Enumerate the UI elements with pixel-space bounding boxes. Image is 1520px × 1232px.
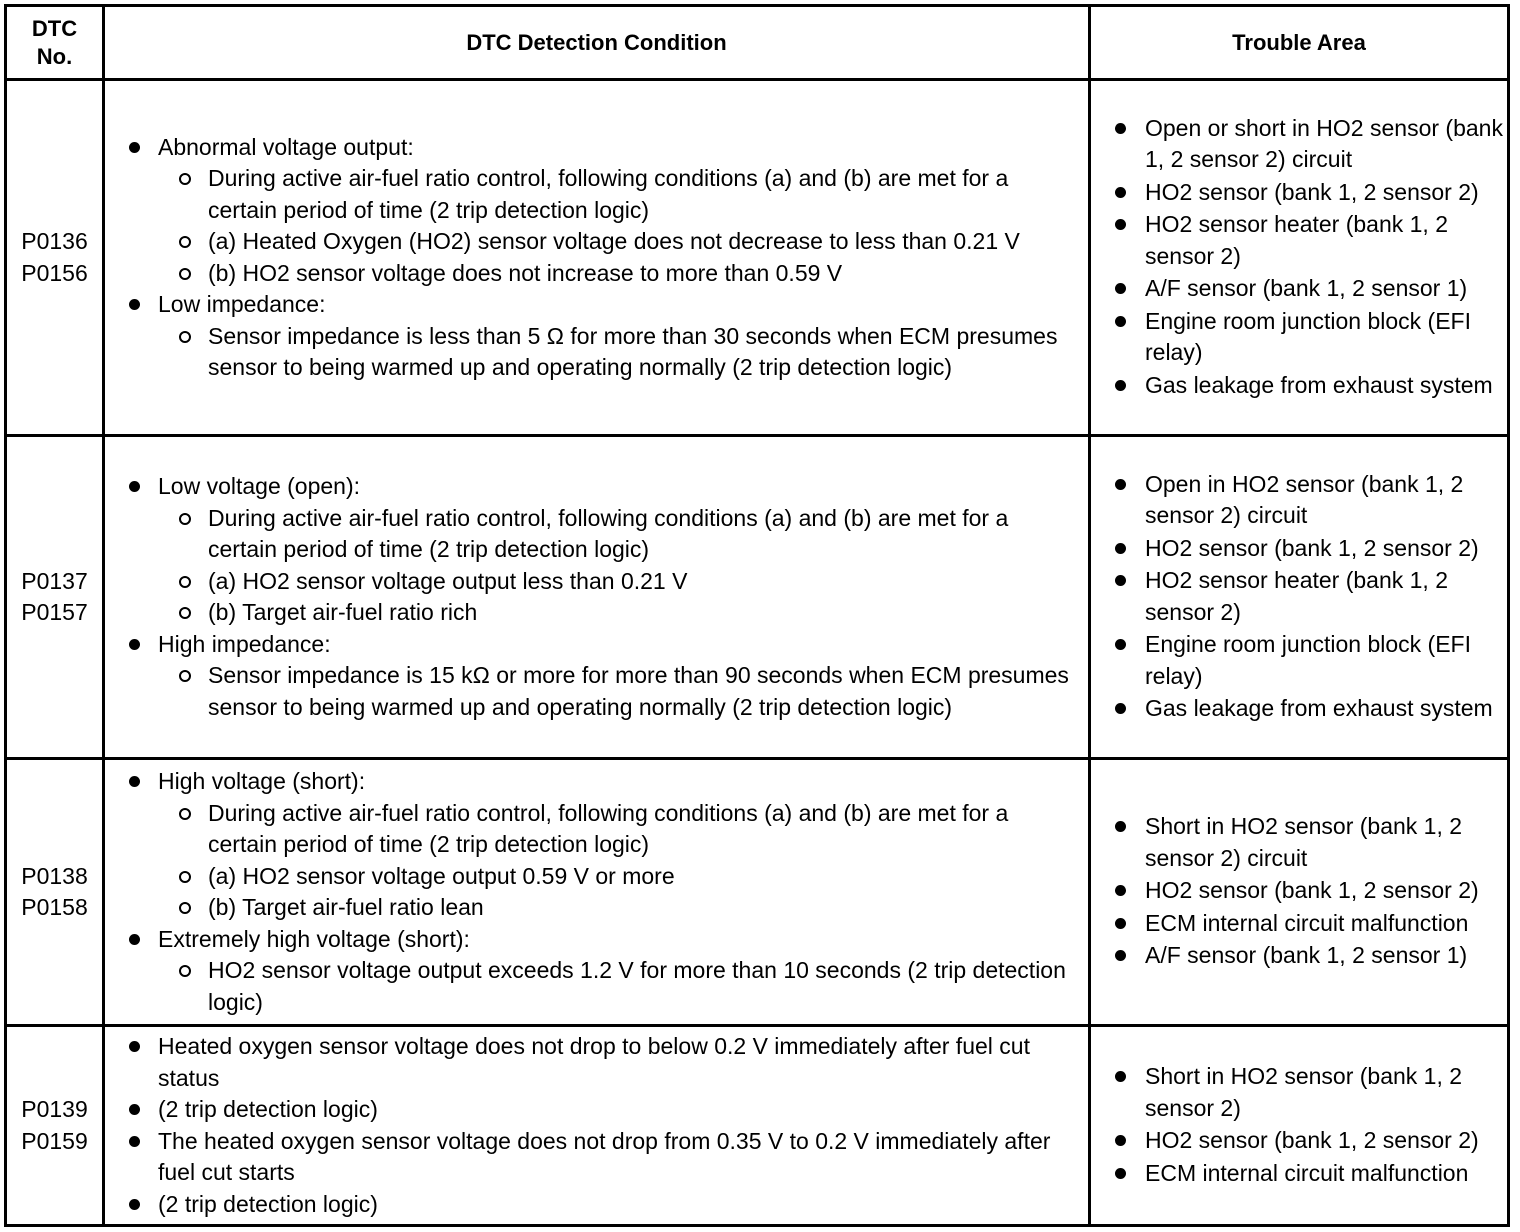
condition-list <box>105 132 1080 384</box>
condition-item: (2 trip detection logic) <box>105 1189 1080 1221</box>
condition-subitem: HO2 sensor voltage output exceeds 1.2 V for more than 10 seconds (2 trip detection logic) <box>105 955 1080 1018</box>
table-row <box>6 80 1509 436</box>
condition-subitem: During active air-fuel ratio control, following conditions (a) and (b) are met for a certain period of time (2 trip detection logic) <box>105 163 1080 226</box>
header-dtc-no: DTC No. <box>6 6 104 80</box>
trouble-item: HO2 sensor (bank 1, 2 sensor 2) <box>1091 1125 1507 1158</box>
condition-item: Low impedance: <box>105 289 1080 321</box>
dtc-code: P0138 <box>21 862 88 889</box>
dtc-code: P0137 <box>21 567 88 594</box>
condition-cell <box>104 436 1090 759</box>
condition-subitem: (b) Target air-fuel ratio rich <box>105 597 1080 629</box>
trouble-item: ECM internal circuit malfunction <box>1091 908 1507 941</box>
dtc-code: P0139 <box>21 1096 88 1122</box>
trouble-item: Engine room junction block (EFI relay) <box>1091 629 1507 693</box>
condition-item: Extremely high voltage (short): <box>105 924 1080 956</box>
condition-subitem: Sensor impedance is less than 5 Ω for more than 30 seconds when ECM presumes sensor to being warmed up and operating normally (2 trip detection logic) <box>105 321 1080 384</box>
condition-list <box>105 471 1080 723</box>
trouble-item: Short in HO2 sensor (bank 1, 2 sensor 2) <box>1091 1061 1507 1125</box>
header-condition: DTC Detection Condition <box>104 6 1090 80</box>
trouble-item: HO2 sensor heater (bank 1, 2 sensor 2) <box>1091 209 1507 273</box>
trouble-item: HO2 sensor (bank 1, 2 sensor 2) <box>1091 875 1507 908</box>
trouble-item: HO2 sensor heater (bank 1, 2 sensor 2) <box>1091 565 1507 629</box>
condition-list <box>105 1031 1080 1220</box>
dtc-code: P0159 <box>21 1127 88 1154</box>
dtc-cell <box>6 1026 104 1226</box>
trouble-item: Gas leakage from exhaust system <box>1091 693 1507 726</box>
table-row <box>6 759 1509 1026</box>
table-row <box>6 1026 1509 1226</box>
dtc-code: P0158 <box>21 894 88 920</box>
condition-subitem: (b) HO2 sensor voltage does not increase to more than 0.59 V <box>105 258 1080 290</box>
header-trouble: Trouble Area <box>1090 6 1509 80</box>
trouble-list <box>1091 811 1507 973</box>
dtc-cell <box>6 80 104 436</box>
condition-cell <box>104 1026 1090 1226</box>
trouble-item: Open or short in HO2 sensor (bank 1, 2 sensor 2) circuit <box>1091 113 1507 177</box>
trouble-cell <box>1090 436 1509 759</box>
trouble-list <box>1091 1061 1507 1190</box>
table-row <box>6 436 1509 759</box>
condition-list <box>105 766 1080 1018</box>
condition-item: Abnormal voltage output: <box>105 132 1080 164</box>
trouble-item: HO2 sensor (bank 1, 2 sensor 2) <box>1091 533 1507 566</box>
dtc-cell <box>6 436 104 759</box>
trouble-item: Short in HO2 sensor (bank 1, 2 sensor 2) circuit <box>1091 811 1507 875</box>
condition-cell <box>104 759 1090 1026</box>
trouble-item: A/F sensor (bank 1, 2 sensor 1) <box>1091 940 1507 973</box>
dtc-cell <box>6 759 104 1026</box>
condition-cell <box>104 80 1090 436</box>
trouble-item: ECM internal circuit malfunction <box>1091 1158 1507 1191</box>
trouble-item: Gas leakage from exhaust system <box>1091 370 1507 403</box>
condition-subitem: (a) HO2 sensor voltage output 0.59 V or more <box>105 861 1080 893</box>
trouble-item: A/F sensor (bank 1, 2 sensor 1) <box>1091 273 1507 306</box>
condition-item: Low voltage (open): <box>105 471 1080 503</box>
condition-subitem: (a) Heated Oxygen (HO2) sensor voltage does not decrease to less than 0.21 V <box>105 226 1080 258</box>
trouble-cell <box>1090 759 1509 1026</box>
condition-item: High impedance: <box>105 629 1080 661</box>
trouble-item: Open in HO2 sensor (bank 1, 2 sensor 2) circuit <box>1091 469 1507 533</box>
dtc-table <box>4 4 1510 1227</box>
dtc-code: P0157 <box>21 599 88 625</box>
trouble-item: HO2 sensor (bank 1, 2 sensor 2) <box>1091 177 1507 210</box>
trouble-list <box>1091 113 1507 403</box>
trouble-list <box>1091 469 1507 726</box>
condition-item: High voltage (short): <box>105 766 1080 798</box>
dtc-code: P0156 <box>21 259 88 286</box>
dtc-code: P0136 <box>21 228 88 254</box>
condition-item: The heated oxygen sensor voltage does not drop from 0.35 V to 0.2 V immediately after fuel cut starts <box>105 1126 1080 1189</box>
condition-item: (2 trip detection logic) <box>105 1094 1080 1126</box>
header-row <box>6 6 1509 80</box>
condition-subitem: (a) HO2 sensor voltage output less than 0.21 V <box>105 566 1080 598</box>
condition-subitem: (b) Target air-fuel ratio lean <box>105 892 1080 924</box>
condition-item: Heated oxygen sensor voltage does not drop to below 0.2 V immediately after fuel cut status <box>105 1031 1080 1094</box>
condition-subitem: During active air-fuel ratio control, following conditions (a) and (b) are met for a certain period of time (2 trip detection logic) <box>105 503 1080 566</box>
trouble-cell <box>1090 1026 1509 1226</box>
condition-subitem: Sensor impedance is 15 kΩ or more for more than 90 seconds when ECM presumes sensor to being warmed up and operating normally (2 trip detection logic) <box>105 660 1080 723</box>
condition-subitem: During active air-fuel ratio control, following conditions (a) and (b) are met for a certain period of time (2 trip detection logic) <box>105 798 1080 861</box>
trouble-cell <box>1090 80 1509 436</box>
trouble-item: Engine room junction block (EFI relay) <box>1091 306 1507 370</box>
